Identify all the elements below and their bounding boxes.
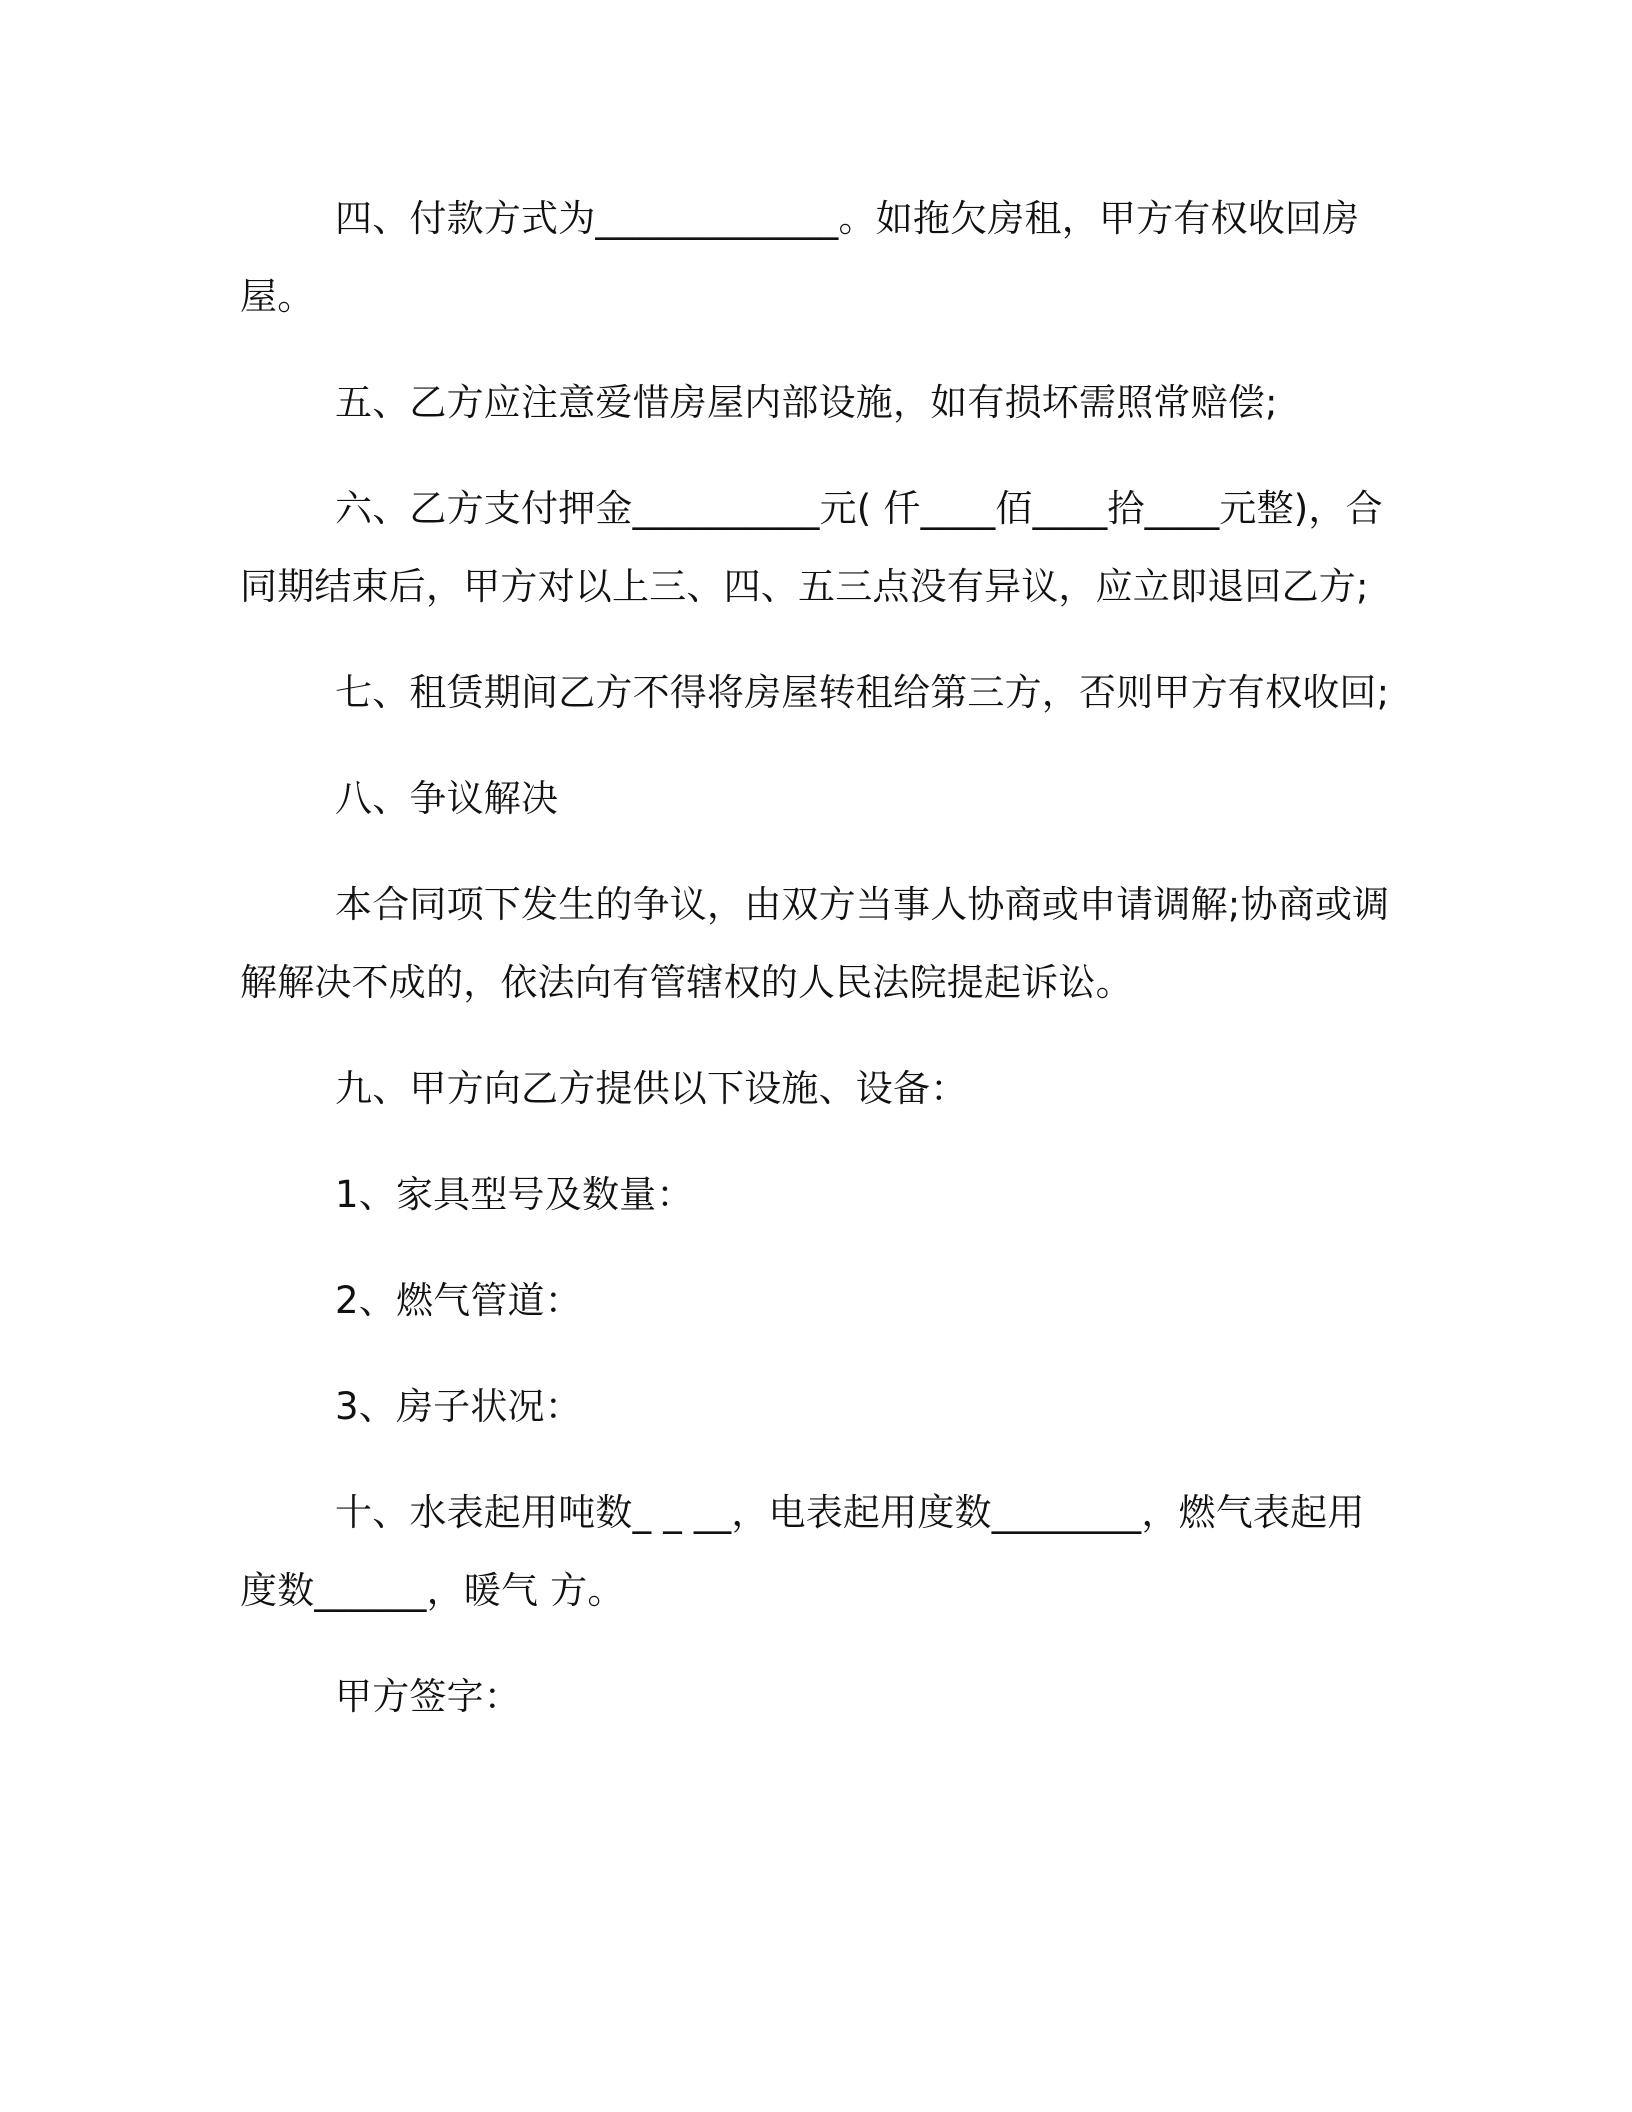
facility-item-gas-pipe: 2、燃气管道： (335, 1279, 582, 1322)
document-body (240, 180, 1390, 1764)
facility-item-furniture: 1、家具型号及数量： (335, 1173, 694, 1216)
clause-8-dispute-heading: 八、争议解决 (335, 777, 559, 820)
clause-6-deposit: 六、乙方支付押金__________元( 仟____佰____拾____元整)，合同期结束后，甲方对以上三、四、五三点没有异议，应立即退回乙方; (240, 487, 1383, 608)
clause-8-dispute-text: 本合同项下发生的争议，由双方当事人协商或申请调解;协商或调解解决不成的，依法向有管辖权的人民法院提起诉讼。 (240, 883, 1390, 1004)
clause-4-payment-method: 四、付款方式为_____________。如拖欠房租，甲方有权收回房屋。 (240, 197, 1360, 318)
clause-10-meter-readings: 十、水表起用吨数_ _ __，电表起用度数________，燃气表起用度数______，暖气 方。 (240, 1491, 1365, 1612)
party-a-signature-label: 甲方签字： (335, 1675, 521, 1718)
clause-9-facilities: 九、甲方向乙方提供以下设施、设备： (335, 1067, 968, 1110)
facility-item-house-condition: 3、房子状况： (335, 1385, 582, 1428)
clause-5-facility-care: 五、乙方应注意爱惜房屋内部设施，如有损坏需照常赔偿; (335, 381, 1278, 424)
clause-7-no-sublet: 七、租赁期间乙方不得将房屋转租给第三方，否则甲方有权收回; (335, 671, 1390, 714)
